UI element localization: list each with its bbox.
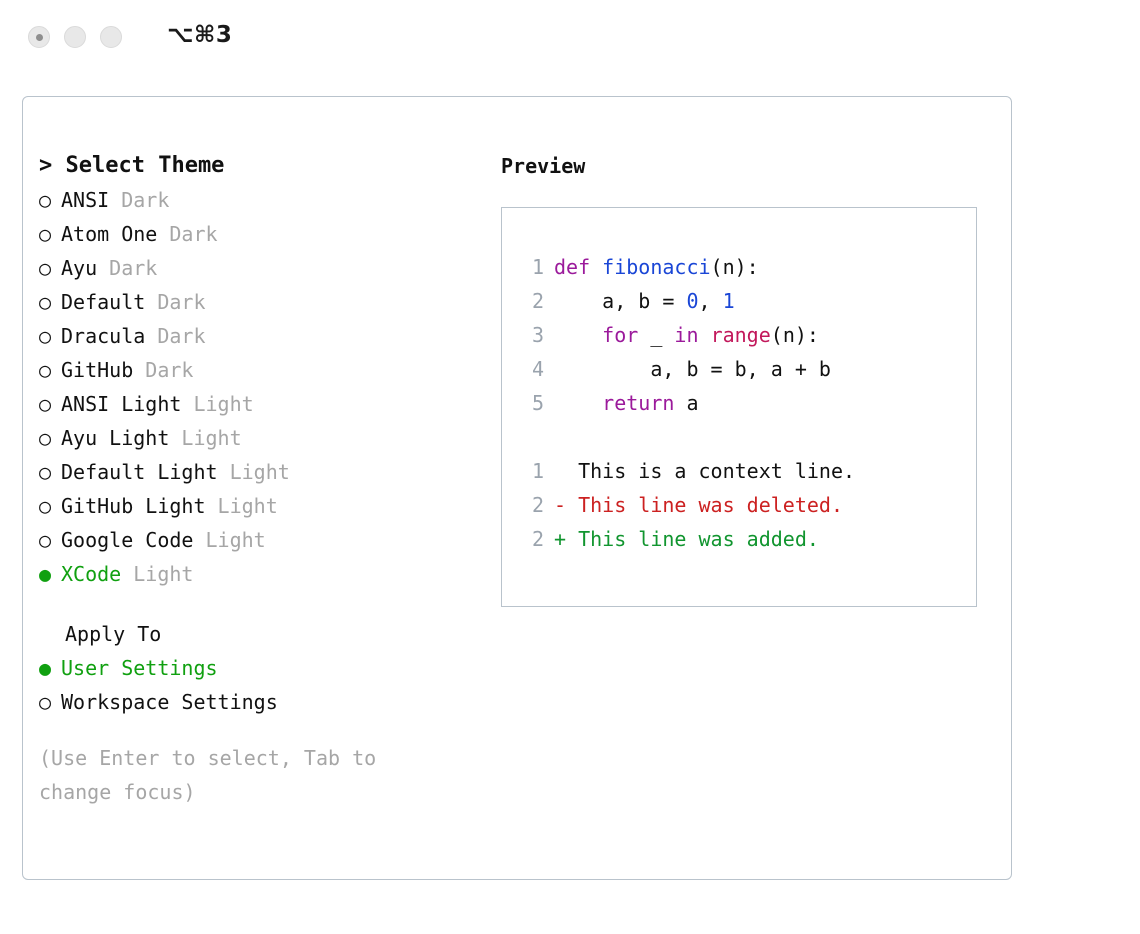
theme-option[interactable]: [39, 421, 479, 455]
apply-to-option-label: User Settings: [61, 656, 218, 680]
code-line: [518, 318, 855, 352]
theme-option-name: XCode: [61, 562, 122, 586]
theme-option[interactable]: [39, 455, 479, 489]
code-token: _: [638, 323, 675, 347]
minimize-icon[interactable]: [64, 26, 86, 48]
diff-line-text: - This line was deleted.: [554, 493, 843, 517]
keyboard-hint: (Use Enter to select, Tab to change focus): [39, 746, 389, 804]
preview-box: [501, 207, 977, 607]
theme-option[interactable]: [39, 489, 479, 523]
code-token: (n):: [770, 323, 819, 347]
line-number: 3: [531, 323, 544, 347]
diff-line: [518, 488, 855, 522]
code-diff-separator: [518, 420, 855, 454]
theme-option[interactable]: [39, 251, 479, 285]
code-token: [554, 323, 602, 347]
theme-option[interactable]: [39, 353, 479, 387]
theme-option-variant: Light: [133, 562, 194, 586]
radio-selected-icon: ●: [39, 562, 52, 586]
theme-option-name: Ayu: [61, 256, 98, 280]
theme-option-name: ANSI: [61, 188, 110, 212]
radio-unselected-icon: ○: [39, 358, 52, 382]
code-line: [518, 352, 855, 386]
line-number: 2: [531, 493, 544, 517]
keyboard-shortcut-label: ⌥⌘3: [167, 22, 233, 48]
close-icon-dot: [36, 34, 43, 41]
theme-option-name: ANSI Light: [61, 392, 182, 416]
radio-unselected-icon: ○: [39, 460, 52, 484]
theme-option-name: Default Light: [61, 460, 218, 484]
theme-option-name: Atom One: [61, 222, 158, 246]
theme-option[interactable]: [39, 217, 479, 251]
theme-option-variant: Dark: [109, 256, 158, 280]
theme-option-name: Google Code: [61, 528, 194, 552]
code-preview: [518, 250, 855, 556]
line-number: 2: [531, 289, 544, 313]
theme-option[interactable]: [39, 319, 479, 353]
radio-unselected-icon: ○: [39, 426, 52, 450]
theme-option[interactable]: [39, 523, 479, 557]
code-line: [518, 386, 855, 420]
diff-line-text: + This line was added.: [554, 527, 819, 551]
code-token: in: [674, 323, 699, 347]
diff-line: [518, 522, 855, 556]
theme-option-variant: Light: [181, 426, 242, 450]
line-number: 5: [531, 391, 544, 415]
theme-option-variant: Dark: [169, 222, 218, 246]
code-token: a, b =: [554, 289, 687, 313]
line-number: 4: [531, 357, 544, 381]
diff-line: [518, 454, 855, 488]
radio-unselected-icon: ○: [39, 528, 52, 552]
code-token: (n):: [710, 255, 759, 279]
code-token: [699, 323, 711, 347]
radio-unselected-icon: ○: [39, 188, 52, 212]
theme-option-variant: Light: [193, 392, 254, 416]
theme-option-variant: Dark: [157, 290, 206, 314]
close-icon[interactable]: [28, 26, 50, 48]
theme-option[interactable]: [39, 387, 479, 421]
code-token: ,: [698, 289, 723, 313]
preview-heading: Preview: [501, 154, 586, 178]
code-line: [518, 284, 855, 318]
apply-to-heading: Apply To: [65, 622, 162, 646]
code-token: def: [554, 255, 603, 279]
code-token: return: [602, 391, 675, 415]
code-token: 1: [722, 289, 735, 313]
title-bar: [0, 0, 1140, 78]
apply-to-list: [39, 651, 479, 719]
radio-unselected-icon: ○: [39, 222, 52, 246]
theme-selector-panel: [22, 96, 1012, 880]
theme-option-name: Default: [61, 290, 146, 314]
preview-column: [501, 149, 991, 607]
theme-option-variant: Light: [205, 528, 266, 552]
theme-list: [39, 183, 479, 591]
theme-option-name: GitHub: [61, 358, 134, 382]
select-theme-heading: > Select Theme: [39, 153, 225, 178]
code-line: [518, 250, 855, 284]
theme-option-variant: Dark: [157, 324, 206, 348]
line-number: 1: [531, 255, 544, 279]
code-token: a: [674, 391, 699, 415]
theme-option-variant: Dark: [145, 358, 194, 382]
theme-option-variant: Light: [229, 460, 290, 484]
apply-to-option[interactable]: [39, 685, 479, 719]
apply-to-option-label: Workspace Settings: [61, 690, 278, 714]
code-token: for: [602, 323, 639, 347]
code-token: range: [710, 323, 771, 347]
radio-unselected-icon: ○: [39, 290, 52, 314]
zoom-icon[interactable]: [100, 26, 122, 48]
theme-option[interactable]: [39, 183, 479, 217]
radio-unselected-icon: ○: [39, 256, 52, 280]
line-number: 1: [531, 459, 544, 483]
radio-unselected-icon: ○: [39, 324, 52, 348]
code-token: a, b = b, a + b: [554, 357, 831, 381]
theme-option-name: GitHub Light: [61, 494, 206, 518]
code-token: [554, 391, 602, 415]
radio-unselected-icon: ○: [39, 392, 52, 416]
theme-option[interactable]: [39, 285, 479, 319]
code-token: 0: [686, 289, 699, 313]
radio-selected-icon: ●: [39, 656, 52, 680]
theme-option-name: Dracula: [61, 324, 146, 348]
apply-to-option[interactable]: [39, 651, 479, 685]
theme-list-column: [39, 149, 479, 809]
radio-unselected-icon: ○: [39, 494, 52, 518]
theme-option-variant: Dark: [121, 188, 170, 212]
theme-option[interactable]: [39, 557, 479, 591]
diff-line-text: This is a context line.: [554, 459, 856, 483]
theme-option-name: Ayu Light: [61, 426, 170, 450]
code-token: fibonacci: [602, 255, 711, 279]
traffic-lights: [28, 26, 122, 48]
radio-unselected-icon: ○: [39, 690, 52, 714]
theme-option-variant: Light: [217, 494, 278, 518]
line-number: 2: [531, 527, 544, 551]
